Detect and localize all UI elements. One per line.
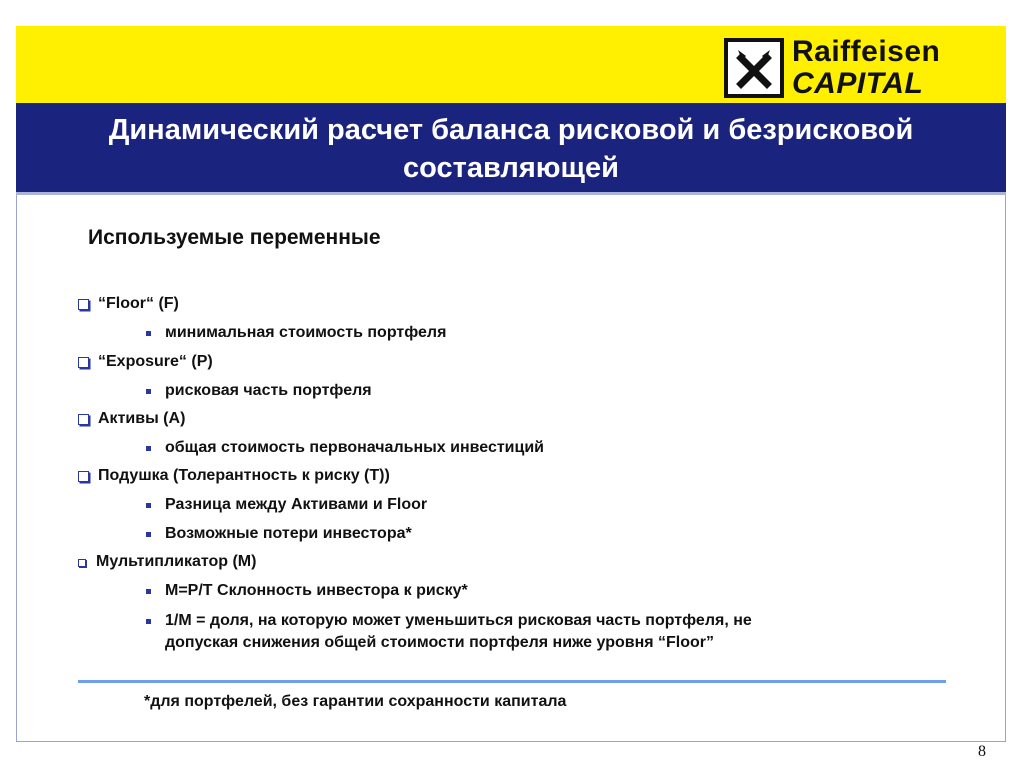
logo-cross-icon (724, 38, 784, 98)
checkbox-bullet-icon (78, 299, 89, 310)
section-subtitle: Используемые переменные (88, 226, 381, 249)
logo-wordmark-raiffeisen: Raiffeisen (792, 35, 941, 68)
sub-item (146, 439, 544, 459)
checkbox-bullet-icon (78, 357, 89, 368)
checkbox-bullet-icon (78, 559, 86, 567)
footnote: *для портфелей, без гарантии сохранности капитала (144, 693, 567, 710)
slide-title: Динамический расчет баланса рисковой и безрисковой составляющей (108, 113, 914, 184)
sub-item-text: M=P/T Склонность инвестора к риску* (165, 582, 468, 599)
sub-item-text: рисковая часть портфеля (165, 382, 372, 399)
sub-item-text: Разница между Активами и Floor (165, 496, 428, 513)
list-item-cushion (78, 467, 390, 485)
sub-item (146, 582, 468, 602)
sub-item (146, 612, 752, 654)
sub-item (146, 525, 412, 545)
list-item-label: Мультипликатор (M) (96, 553, 257, 570)
square-bullet-icon (146, 446, 151, 451)
list-item-floor (78, 295, 179, 313)
sub-item (146, 324, 446, 344)
title-banner (16, 103, 1006, 195)
list-item-assets (78, 410, 185, 428)
square-bullet-icon (146, 589, 151, 594)
raiffeisen-logo (724, 35, 966, 101)
list-item-label: “Floor“ (F) (98, 295, 179, 312)
square-bullet-icon (146, 331, 151, 336)
list-item-label: “Exposure“ (P) (98, 353, 213, 370)
square-bullet-icon (146, 532, 151, 537)
footnote-divider (78, 680, 946, 683)
square-bullet-icon (146, 389, 151, 394)
sub-item (146, 382, 372, 402)
list-item-label: Активы (A) (98, 410, 186, 427)
square-bullet-icon (146, 619, 151, 624)
sub-item-text: 1/M = доля, на которую может уменьшиться рисковая часть портфеля, не допуская снижения общей стоимости портфеля ниже уровня “Floor” (165, 612, 752, 651)
sub-item-text: Возможные потери инвестора* (165, 525, 412, 542)
checkbox-bullet-icon (78, 414, 89, 425)
sub-item (146, 496, 427, 516)
logo-wordmark-capital: CAPITAL (792, 67, 924, 100)
checkbox-bullet-icon (78, 471, 89, 482)
list-item-exposure (78, 353, 213, 371)
page-number: 8 (978, 743, 986, 760)
list-item-label: Подушка (Толерантность к риску (T)) (98, 467, 390, 484)
list-item-multiplier (78, 553, 256, 571)
sub-item-text: минимальная стоимость портфеля (165, 324, 447, 341)
sub-item-text: общая стоимость первоначальных инвестиций (165, 439, 545, 456)
square-bullet-icon (146, 503, 151, 508)
